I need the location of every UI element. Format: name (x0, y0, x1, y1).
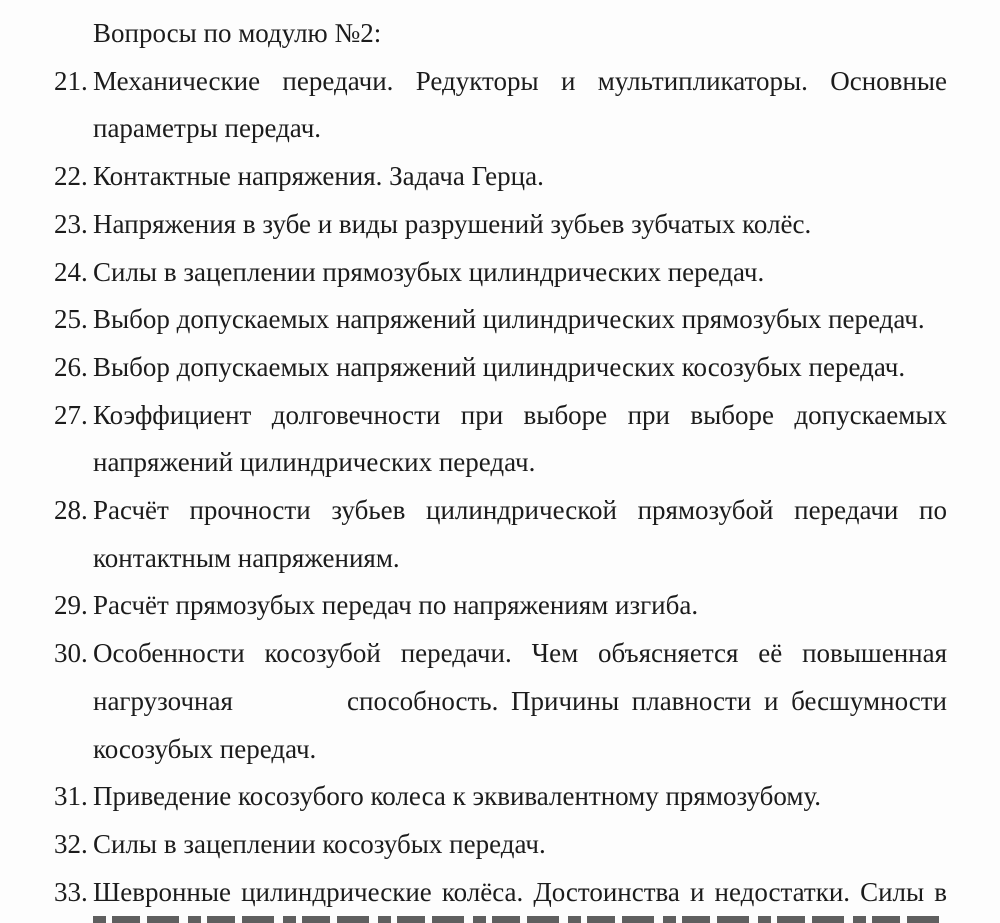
item-text: Напряжения в зубе и виды разрушений зубьев зубчатых колёс. (93, 208, 812, 239)
item-number: 21. (54, 65, 88, 96)
item-text: Коэффициент долговечности при выборе при выборе допускаемых напряжений цилиндрических передач. (93, 399, 947, 478)
item-number: 25. (54, 304, 88, 335)
item-number: 31. (54, 781, 88, 812)
list-item (0, 821, 1000, 869)
item-text: Приведение косозубого колеса к эквивалентному прямозубому. (93, 781, 822, 812)
list-item (0, 869, 1000, 917)
item-number: 27. (54, 399, 88, 430)
list-item (0, 201, 1000, 249)
item-text: Силы в зацеплении прямозубых цилиндрических передач. (93, 256, 765, 287)
item-number: 32. (54, 828, 88, 859)
list-item (0, 392, 1000, 487)
item-number: 23. (54, 208, 88, 239)
item-number: 29. (54, 590, 88, 621)
list-item (0, 344, 1000, 392)
item-number: 24. (54, 256, 88, 287)
list-item (0, 249, 1000, 297)
question-list (0, 58, 1000, 917)
list-item (0, 296, 1000, 344)
item-text: Шевронные цилиндрические колёса. Достоинства и недостатки. Силы в (93, 876, 947, 907)
clipped-next-line (93, 916, 947, 923)
page-title: Вопросы по модулю №2: (93, 18, 382, 48)
item-number: 30. (54, 638, 88, 669)
list-item (0, 58, 1000, 153)
item-number: 28. (54, 495, 88, 526)
list-item (0, 773, 1000, 821)
list-item (0, 630, 1000, 773)
item-text: Контактные напряжения. Задача Герца. (93, 161, 544, 192)
list-item (0, 153, 1000, 201)
item-text: Особенности косозубой передачи. Чем объясняется её повышенная нагрузочная способность. Причины плавности и бесшумности косозубых передач. (93, 638, 947, 764)
item-text: Механические передачи. Редукторы и мультипликаторы. Основные параметры передач. (93, 65, 947, 144)
item-number: 26. (54, 351, 88, 382)
item-number: 33. (54, 876, 88, 907)
item-text: Выбор допускаемых напряжений цилиндрических косозубых передач. (93, 351, 906, 382)
list-item (0, 487, 1000, 582)
list-item (0, 582, 1000, 630)
item-text: Расчёт прочности зубьев цилиндрической прямозубой передачи по контактным напряжениям. (93, 495, 947, 573)
item-text: Выбор допускаемых напряжений цилиндрических прямозубых передач. (93, 304, 925, 335)
item-number: 22. (54, 161, 88, 192)
item-text: Расчёт прямозубых передач по напряжениям изгиба. (93, 590, 699, 621)
item-text: Силы в зацеплении косозубых передач. (93, 828, 546, 859)
